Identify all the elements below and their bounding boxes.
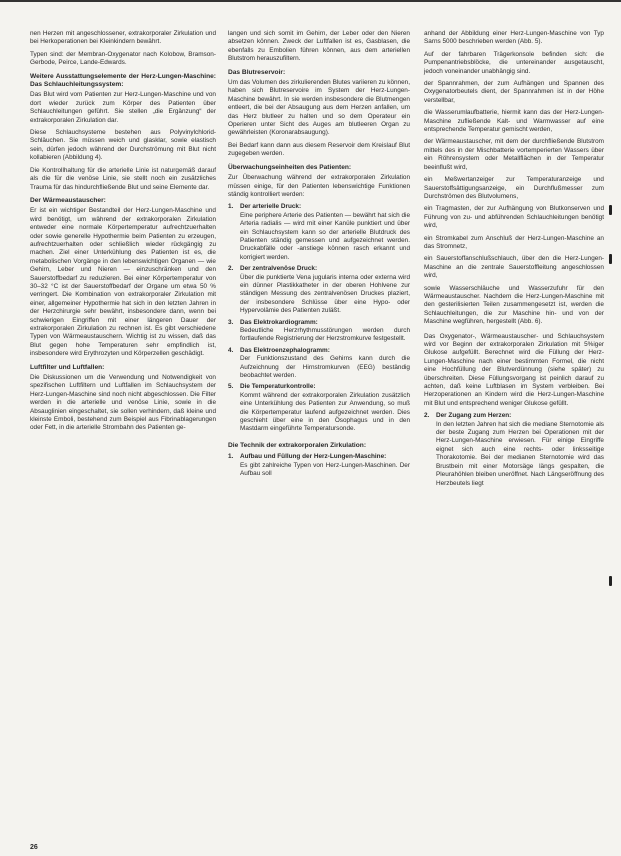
paragraph: nen Herzen mit angeschlossener, extrakorporaler Zirkulation und bei Herkoperationen bei Kleinkindern bewährt. [30, 30, 216, 46]
paragraph: Typen sind: der Membran-Oxygenator nach Kolobow, Bramson-Gerbode, Peirce, Lande-Edwards. [30, 50, 216, 67]
section-heading: Der Wärmeaustauscher: [30, 196, 106, 204]
section-heading: Luftfilter und Luftfallen: [30, 363, 105, 371]
list-item [228, 203, 410, 262]
paragraph: Das Oxygenator-, Wärmeaustauscher- und Schlauchsystem wird vor Beginn der extrakorporalen Zirkulation mit 5%iger Glukose aufgefüllt. Berechnet wird die Füllung der Herz-Lungen-Maschine nach einer bestimmten Formel, die nicht eine Hochfüllung der Blutverdünnung (siehe später) zu überschreiten. Diese Füllungsvorgang ist peinlich darauf zu achten, daß keine Luftblasen im System verbleiben. Bei Herzoperationen an Kindern wird die Herz-Lungen-Maschine mit Blut und entsprechend weniger Glukose gefüllt. [424, 332, 604, 407]
item-title: Der Zugang zum Herzen: [436, 412, 512, 420]
list-item [228, 265, 410, 315]
item-text: Bedeutliche Herzrhythmusstörungen werden durch fortlaufende Registrierung der Herzstromkurve festgestellt. [240, 327, 410, 343]
page-number: 26 [30, 844, 38, 851]
paragraph: der Spannrahmen, der zum Aufhängen und Spannen des Oxygenatorbeutels dient, der Spannrahmen ist in der Höhe verstellbar, [424, 80, 604, 104]
list-item [228, 319, 410, 344]
paragraph: ein Stromkabel zum Anschluß der Herz-Lungen-Maschine an das Stromnetz, [424, 234, 604, 250]
item-number: 2. [228, 265, 234, 273]
item-text: Über die punktierte Vena jugularis interna oder externa wird ein dünner Plastikkatheter in der oberen Hohlvene zur ständigen Messung des zentralvenösen Druckes plaziert, der insbesondere Schlüsse über eine Hypo- oder Hypervolämie des Patienten zuläßt. [240, 273, 410, 315]
paragraph: Die Diskussionen um die Verwendung und Notwendigkeit von spezifischen Luftfiltern und Luftfallen im Schlauchsystem der Herz-Lungen-Maschine sind noch nicht abgeschlossen. Die Filter werden in die arterielle und venöse Linie, sowie in die Absauglinien eingeschaltet, sie sollen verhindern, daß kleine und kleinste Emboli, bestehend zum Beispiel aus Fibrinablagerungen oder Fett, in die arterielle Strombahn des Patienten ge- [30, 374, 216, 432]
paragraph: Die Kontrollhaltung für die arterielle Linie ist naturgemäß darauf als die für die venöse Linie, sie stellt noch ein zusätzliches Trauma für das hindurchfließende Blut und seine Elemente dar. [30, 166, 216, 191]
item-number: 5. [228, 383, 234, 391]
paragraph: die Wasserumlaufbatterie, hiermit kann das der Herz-Lungen-Maschine zufließende Kalt- und Warmwasser auf eine entsprechende Temperatur gemischt werden, [424, 109, 604, 134]
list-item [424, 412, 604, 488]
column-left [30, 30, 216, 437]
section-heading: Überwachungseinheiten des Patienten: [228, 163, 352, 171]
paragraph: anhand der Abbildung einer Herz-Lungen-Maschine von Typ Sarns 5000 beschrieben werden (Abb. 5). [424, 30, 604, 46]
section-heading: Das Blutreservoir: [228, 68, 286, 76]
section-heading: Die Technik der extrakorporalen Zirkulation: [228, 441, 367, 449]
paragraph: Bei Bedarf kann dann aus diesem Reservoir dem Kreislauf Blut zugegeben werden. [228, 141, 410, 158]
item-text: In den letzten Jahren hat sich die mediane Sternotomie als der beste Zugang zum Herzen bei Operationen mit der Herz-Lungen-Maschine erwiesen. Für einige Eingriffe eignet sich auch eine rechts- oder linksseitige Thorakotomie. Bei der medianen Sternotomie wird das Brustbein mit einer Motorsäge längs gespalten, die Pleurahöhlen bleiben uneröffnet. Nach Längseröffnung des Herzbeutels liegt [436, 420, 604, 487]
item-text: Kommt während der extrakorporalen Zirkulation zusätzlich eine Unterkühlung des Patienten zur Anwendung, so muß die Körpertemperatur laufend aufgezeichnet werden. Dies geschieht über eine in den Ösophagus und in den Mastdarm eingeführte Temperatursonde. [240, 391, 410, 433]
paragraph: langen und sich somit im Gehirn, der Leber oder den Nieren absetzen können. Zweck der Luftfallen ist es, Gasblasen, die ebenfalls zu Embolien führen können, aus dem arteriellen Blutstrom herauszufiltern. [228, 30, 410, 63]
paragraph: Er ist ein wichtiger Bestandteil der Herz-Lungen-Maschine und wird benötigt, um während der extrakorporalen Zirkulation entweder eine normale Körpertemperatur aufrechtzuerhalten oder sowie generelle Hypothermie beim Patienten zu erzeugen, aufrechtzuerhalten oder schließlich wieder rückgängig zu machen. Ziel einer Unterkühlung des Patienten ist es, die metabolischen Vorgänge in den lebenswichtigen Organen — wie Gehirn, Leber und Nieren — einzuschränken und den Sauerstoffbedarf zu reduzieren. Bei einer Körpertemperatur von 30–32 °C ist der Sauerstoffbedarf der Organe um etwa 50 % verringert. Die Kombination von extrakorporaler Zirkulation mit einer, allgemeiner Hypothermie hat sich in den letzten Jahren in der Herzchirurgie sehr bewährt, insbesondere dann, wenn bei schwierigen Eingriffen mit einer längeren Dauer der extrakorporalen Zirkulation zu rechnen ist. Es gibt verschiedene Typen von Wärmeaustauschern. Wichtig ist zu wissen, daß das Blut gegen hohe Temperaturen sehr empfindlich ist, insbesondere wird Erythrozyten und Körperzellen geschädigt. [30, 207, 216, 358]
column-middle [228, 30, 410, 482]
column-right [424, 30, 604, 491]
item-number: 2. [424, 412, 430, 420]
item-title: Der arterielle Druck: [240, 203, 302, 211]
margin-mark [609, 576, 612, 586]
section-heading: Weitere Ausstattungselemente der Herz-Lungen-Maschine: Das Schlauchleitungssystem: [30, 72, 216, 89]
margin-mark [609, 205, 612, 215]
item-number: 1. [228, 203, 234, 211]
top-rule [0, 0, 621, 2]
item-title: Die Temperaturkontrolle: [240, 383, 316, 391]
paragraph: sowie Wasserschläuche und Wasserzufuhr für den Wärmeaustauscher. Nachdem die Herz-Lungen-Maschine mit den gesterilisierten Teilen zusammengesetzt ist, werden die Schlauchleitungen, die zur Maschine hin- und von der Maschine wegführen, hergestellt (Abb. 6). [424, 284, 604, 326]
paragraph: der Wärmeaustauscher, mit dem der durchfließende Blutstrom mittels des in der Mischbatterie vortemperierten Wassers über ein Röhrensystem oder Metallflächen in der Temperatur beeinflußt wird, [424, 138, 604, 171]
item-number: 4. [228, 346, 234, 354]
item-title: Das Elektroenzephalogramm: [240, 346, 330, 354]
list-item [228, 347, 410, 381]
item-number: 3. [228, 318, 234, 326]
paragraph: Das Blut wird vom Patienten zur Herz-Lungen-Maschine und von dort wieder zurück zum Körper des Patienten über Schlauchleitungen geführt. Sie stellen „die Ergänzung“ der extrakorporalen Zirkulation dar. [30, 91, 216, 124]
paragraph: ein Tragmasten, der zur Aufhängung von Blutkonserven und Führung von zu- und abführenden Schlauchleitungen benötigt wird, [424, 205, 604, 230]
paragraph: Diese Schlauchsysteme bestehen aus Polyvinylchlorid-Schläuchen. Sie müssen weich und glasklar, sowie elastisch sein, dürfen jedoch während der Durchströmung mit Blut nicht kollabieren (Abbildung 4). [30, 129, 216, 162]
paragraph: Um das Volumen des zirkulierenden Blutes variieren zu können, haben sich Blutreservoire im System der Herz-Lungen-Maschine bewährt. In sie werden insbesondere die Blutmengen entleert, die bei der Absaugung aus dem Herzen anfallen, um das Herz blutleer zu halten und so dem Operateur ein Operieren unter Sicht des Auges am blutleeren Organ zu gewährleisten (Koronarabsaugung). [228, 79, 410, 137]
item-number: 1. [228, 453, 234, 461]
margin-mark [609, 254, 612, 264]
item-title: Der zentralvenöse Druck: [240, 265, 318, 273]
paragraph: ein Sauerstoffanschlußschlauch, über den die Herz-Lungen-Maschine an die zentrale Sauerstoffleitung angeschlossen wird, [424, 255, 604, 280]
paragraph: Auf der fahrbaren Trägerkonsole befinden sich: die Pumpenantriebsblöcke, die untereinander ausgetauscht, jedoch voneinander unabhängig sind. [424, 50, 604, 75]
item-title: Aufbau und Füllung der Herz-Lungen-Maschine: [240, 453, 387, 461]
list-item [228, 383, 410, 433]
item-text: Es gibt zahlreiche Typen von Herz-Lungen-Maschinen. Der Aufbau soll [240, 461, 410, 478]
list-item [228, 453, 410, 478]
paragraph: ein Meßwertanzeiger zur Temperaturanzeige und Sauerstoffsättigungsanzeige, ein Durchflußmesser zum Durchströmen des Blutvolumens, [424, 176, 604, 200]
item-text: Eine periphere Arterie des Patienten — bewährt hat sich die Arteria radialis — wird mit einer Kanüle punktiert und über ein Schlauchsystem kann so der arterielle Blutdruck des Patienten ständig gemessen und aufgezeichnet werden. Druckabfälle oder -anstiege können rasch erkannt und korrigiert werden. [240, 211, 410, 261]
paragraph: Zur Überwachung während der extrakorporalen Zirkulation müssen einige, für den Patienten lebenswichtige Funktionen ständig kontrolliert werden: [228, 174, 410, 198]
item-text: Der Funktionszustand des Gehirns kann durch die Aufzeichnung der Hirnstromkurven (EEG) beständig beobachtet werden. [240, 355, 410, 380]
item-title: Das Elektrokardiogramm: [240, 318, 318, 326]
